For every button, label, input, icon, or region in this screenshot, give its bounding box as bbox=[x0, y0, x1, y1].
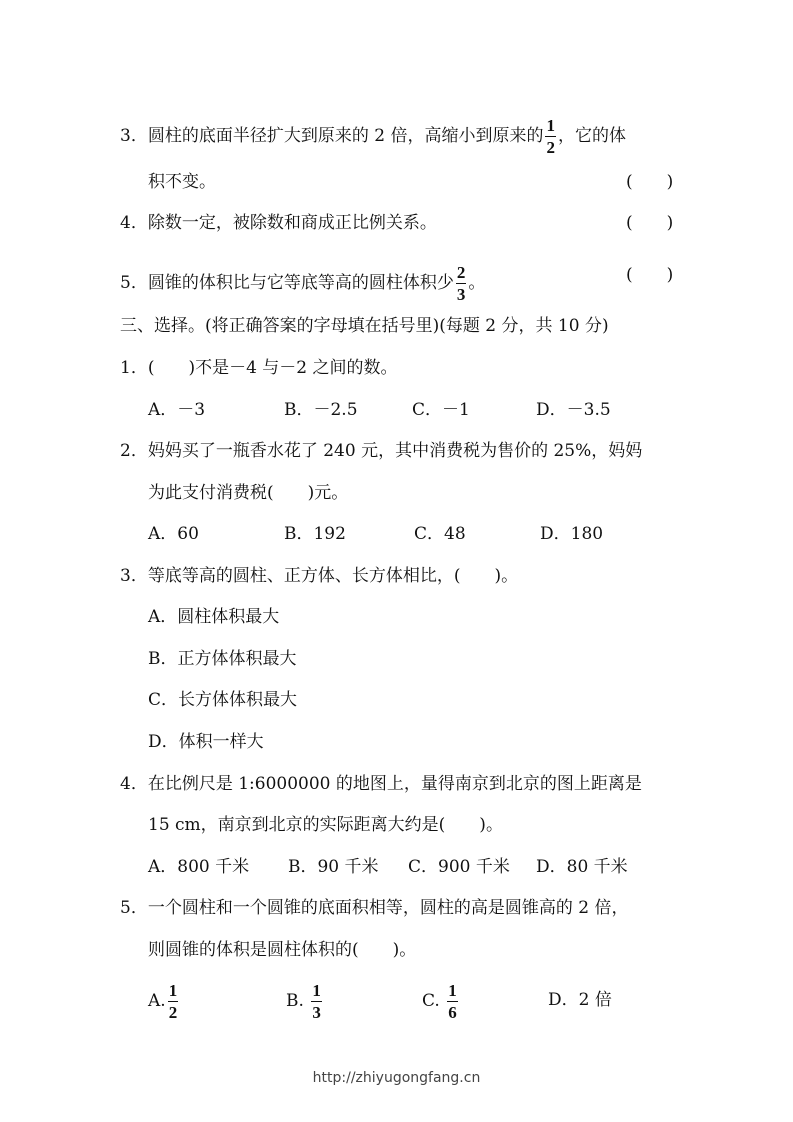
fraction-one-half bbox=[545, 117, 556, 156]
mc-question-2-continuation: 为此支付消费税( )元。 bbox=[148, 483, 349, 503]
answer-blank[interactable]: ( ) bbox=[626, 265, 674, 285]
fraction-numerator: 1 bbox=[546, 116, 555, 135]
fraction-denominator: 6 bbox=[448, 1003, 457, 1022]
option-b[interactable] bbox=[286, 982, 324, 1021]
fraction-numerator: 1 bbox=[168, 981, 178, 1000]
option-b[interactable]: B．正方体体积最大 bbox=[148, 649, 297, 669]
fraction-numerator: 2 bbox=[456, 263, 466, 282]
mc-question-5: 5．一个圆柱和一个圆锥的底面积相等，圆柱的高是圆锥高的 2 倍， bbox=[120, 898, 629, 918]
tf-question-5 bbox=[120, 264, 485, 303]
tf-q3-text: 3．圆柱的底面半径扩大到原来的 2 倍，高缩小到原来的 bbox=[120, 126, 544, 146]
option-a[interactable]: A．圆柱体积最大 bbox=[148, 607, 280, 627]
tf-q3-tail: ，它的体 bbox=[557, 126, 626, 146]
option-label: B. bbox=[286, 991, 304, 1011]
fraction-numerator: 1 bbox=[448, 981, 457, 1000]
option-a[interactable]: A．60 bbox=[148, 524, 199, 544]
fraction-denominator: 2 bbox=[546, 138, 555, 157]
option-d[interactable]: D．80 千米 bbox=[536, 857, 628, 877]
option-a[interactable] bbox=[148, 982, 180, 1021]
fraction-one-third bbox=[311, 982, 322, 1021]
fraction-two-thirds bbox=[456, 264, 467, 303]
mc-question-1: 1．( )不是－4 与－2 之间的数。 bbox=[120, 358, 398, 378]
option-label: C. bbox=[422, 991, 440, 1011]
fraction-denominator: 3 bbox=[312, 1003, 321, 1022]
mc-question-2: 2．妈妈买了一瓶香水花了 240 元，其中消费税为售价的 25%，妈妈 bbox=[120, 441, 643, 461]
option-b[interactable]: B．192 bbox=[284, 524, 346, 544]
fraction-denominator: 2 bbox=[168, 1003, 178, 1022]
mc-question-4: 4．在比例尺是 1:6000000 的地图上，量得南京到北京的图上距离是 bbox=[120, 774, 642, 794]
option-d[interactable]: D．2 倍 bbox=[548, 990, 612, 1010]
option-c[interactable]: C．长方体体积最大 bbox=[148, 690, 298, 710]
tf-q5-tail: 。 bbox=[468, 273, 486, 293]
fraction-one-half bbox=[168, 982, 179, 1021]
fraction-numerator: 1 bbox=[312, 981, 321, 1000]
option-b[interactable]: B．90 千米 bbox=[288, 857, 379, 877]
tf-question-4: 4．除数一定，被除数和商成正比例关系。 bbox=[120, 213, 437, 233]
fraction-one-sixth bbox=[447, 982, 458, 1021]
option-d[interactable]: D．体积一样大 bbox=[148, 732, 264, 752]
mc-question-4-continuation: 15 cm，南京到北京的实际距离大约是( )。 bbox=[148, 815, 503, 835]
option-a[interactable]: A．800 千米 bbox=[148, 857, 250, 877]
option-c[interactable]: C．48 bbox=[414, 524, 466, 544]
footer-url[interactable]: http://zhiyugongfang.cn bbox=[312, 1070, 481, 1086]
answer-blank[interactable]: ( ) bbox=[626, 172, 674, 192]
mc-question-3: 3．等底等高的圆柱、正方体、长方体相比，( )。 bbox=[120, 566, 519, 586]
option-c[interactable]: C．900 千米 bbox=[408, 857, 510, 877]
answer-blank[interactable]: ( ) bbox=[626, 213, 674, 233]
tf-q5-text: 5．圆锥的体积比与它等底等高的圆柱体积少 bbox=[120, 273, 454, 293]
tf-question-3 bbox=[120, 117, 626, 156]
option-b[interactable]: B．－2.5 bbox=[284, 400, 358, 420]
mc-question-5-continuation: 则圆锥的体积是圆柱体积的( )。 bbox=[148, 940, 417, 960]
tf-q3-continuation: 积不变。 bbox=[148, 172, 216, 192]
option-a[interactable]: A．－3 bbox=[148, 400, 206, 420]
section-title: 三、选择。(将正确答案的字母填在括号里)(每题 2 分，共 10 分) bbox=[120, 316, 609, 336]
option-label: A. bbox=[148, 991, 166, 1011]
option-c[interactable] bbox=[422, 982, 460, 1021]
fraction-denominator: 3 bbox=[456, 285, 466, 304]
option-d[interactable]: D．－3.5 bbox=[536, 400, 611, 420]
option-d[interactable]: D．180 bbox=[540, 524, 604, 544]
option-c[interactable]: C．－1 bbox=[412, 400, 470, 420]
